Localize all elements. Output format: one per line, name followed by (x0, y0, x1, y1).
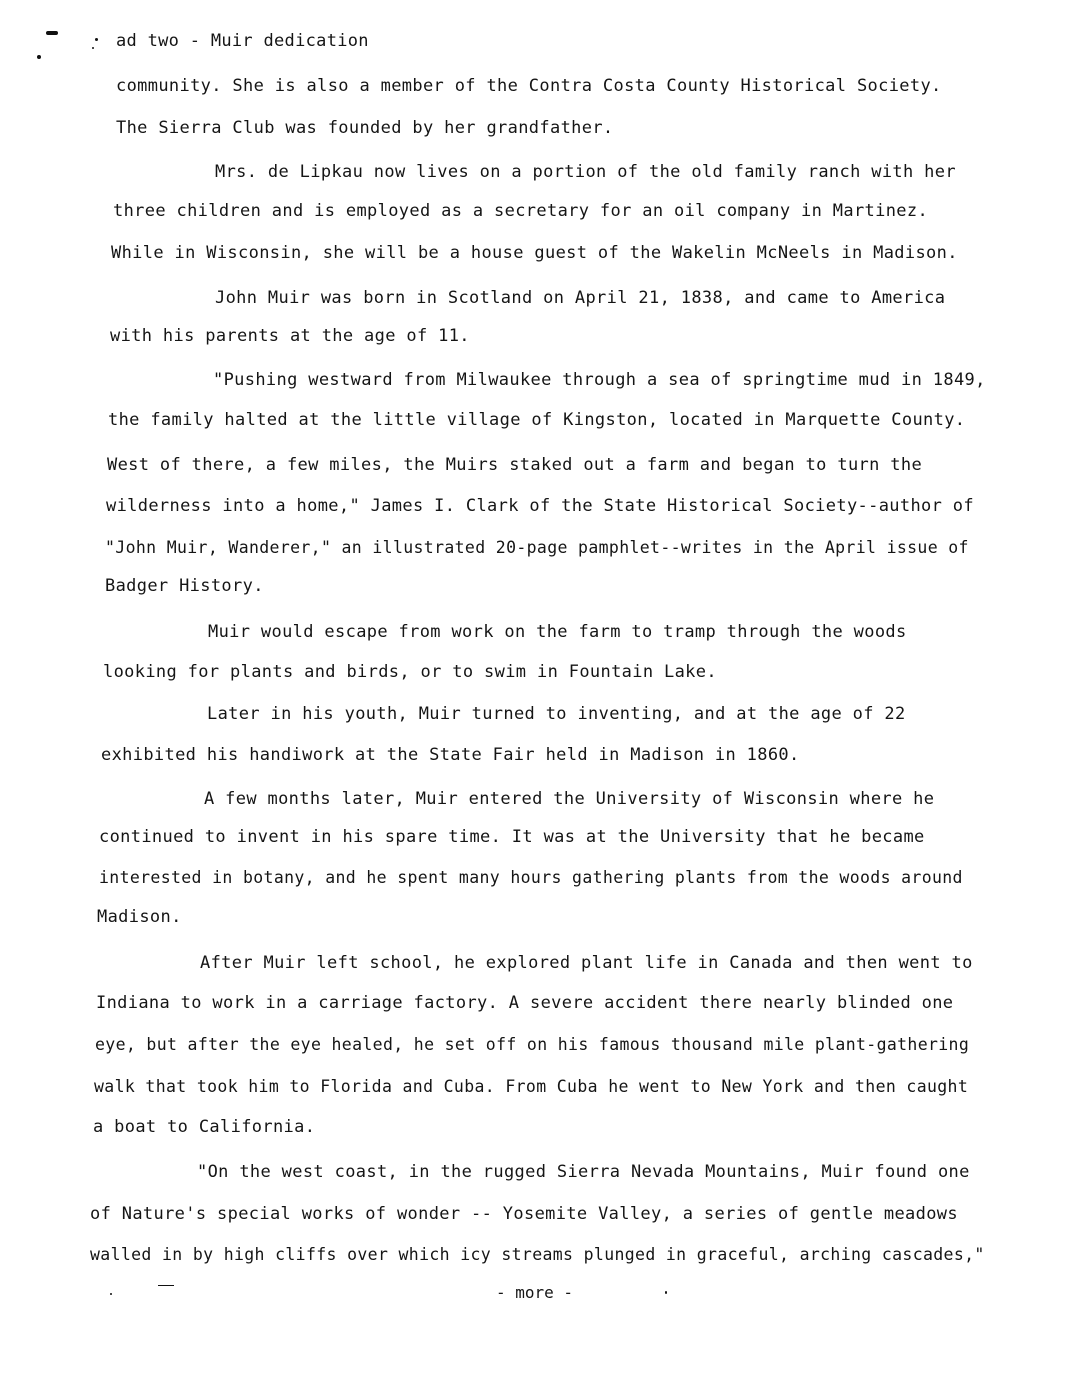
scan-speck (110, 1293, 112, 1295)
text-line: exhibited his handiwork at the State Fair held in Madison in 1860. (101, 745, 800, 765)
scan-speck (46, 31, 58, 35)
text-line: interested in botany, and he spent many hours gathering plants from the woods around (99, 868, 963, 887)
text-line: eye, but after the eye healed, he set off on his famous thousand mile plant-gathering (95, 1035, 970, 1054)
scan-speck (92, 47, 94, 49)
text-line: with his parents at the age of 11. (110, 326, 470, 346)
text-line: of Nature's special works of wonder -- Yosemite Valley, a series of gentle meadows (90, 1204, 958, 1224)
text-line: Later in his youth, Muir turned to inventing, and at the age of 22 (207, 704, 906, 724)
text-line: John Muir was born in Scotland on April 21, 1838, and came to America (215, 288, 946, 308)
page-footer-more: - more - (496, 1283, 574, 1302)
text-line: three children and is employed as a secretary for an oil company in Martinez. (113, 201, 929, 221)
text-line: walled in by high cliffs over which icy streams plunged in graceful, arching cascades," (90, 1245, 985, 1264)
text-line: "John Muir, Wanderer," an illustrated 20-page pamphlet--writes in the April issue of (105, 538, 969, 557)
scan-speck (158, 1285, 174, 1286)
text-line: A few months later, Muir entered the University of Wisconsin where he (204, 789, 935, 809)
text-line: Muir would escape from work on the farm to tramp through the woods (208, 622, 907, 642)
text-line: Madison. (97, 907, 182, 927)
text-line: walk that took him to Florida and Cuba. From Cuba he went to New York and then caught (94, 1077, 969, 1096)
text-line: community. She is also a member of the Contra Costa County Historical Society. (116, 76, 942, 96)
scan-speck (95, 38, 98, 41)
text-line: Mrs. de Lipkau now lives on a portion of the old family ranch with her (215, 162, 956, 182)
text-line: continued to invent in his spare time. It was at the University that he became (99, 827, 925, 847)
text-line: While in Wisconsin, she will be a house guest of the Wakelin McNeels in Madison. (111, 243, 958, 263)
text-line: Badger History. (105, 576, 264, 596)
text-line: the family halted at the little village of Kingston, located in Marquette County. (108, 410, 966, 430)
text-line: Indiana to work in a carriage factory. A severe accident there nearly blinded one (96, 993, 954, 1013)
text-line: The Sierra Club was founded by her grandfather. (116, 118, 614, 138)
text-line: West of there, a few miles, the Muirs staked out a farm and began to turn the (107, 455, 923, 475)
text-line: "On the west coast, in the rugged Sierra Nevada Mountains, Muir found one (197, 1162, 970, 1182)
scan-speck (665, 1291, 667, 1294)
text-line: wilderness into a home," James I. Clark of the State Historical Society--author of (106, 496, 974, 516)
text-line: looking for plants and birds, or to swim in Fountain Lake. (103, 662, 717, 682)
page-header: ad two - Muir dedication (116, 31, 369, 51)
text-line: After Muir left school, he explored plant life in Canada and then went to (200, 953, 973, 973)
scan-speck (37, 55, 41, 59)
text-line: "Pushing westward from Milwaukee through a sea of springtime mud in 1849, (213, 370, 986, 390)
text-line: a boat to California. (93, 1117, 316, 1137)
